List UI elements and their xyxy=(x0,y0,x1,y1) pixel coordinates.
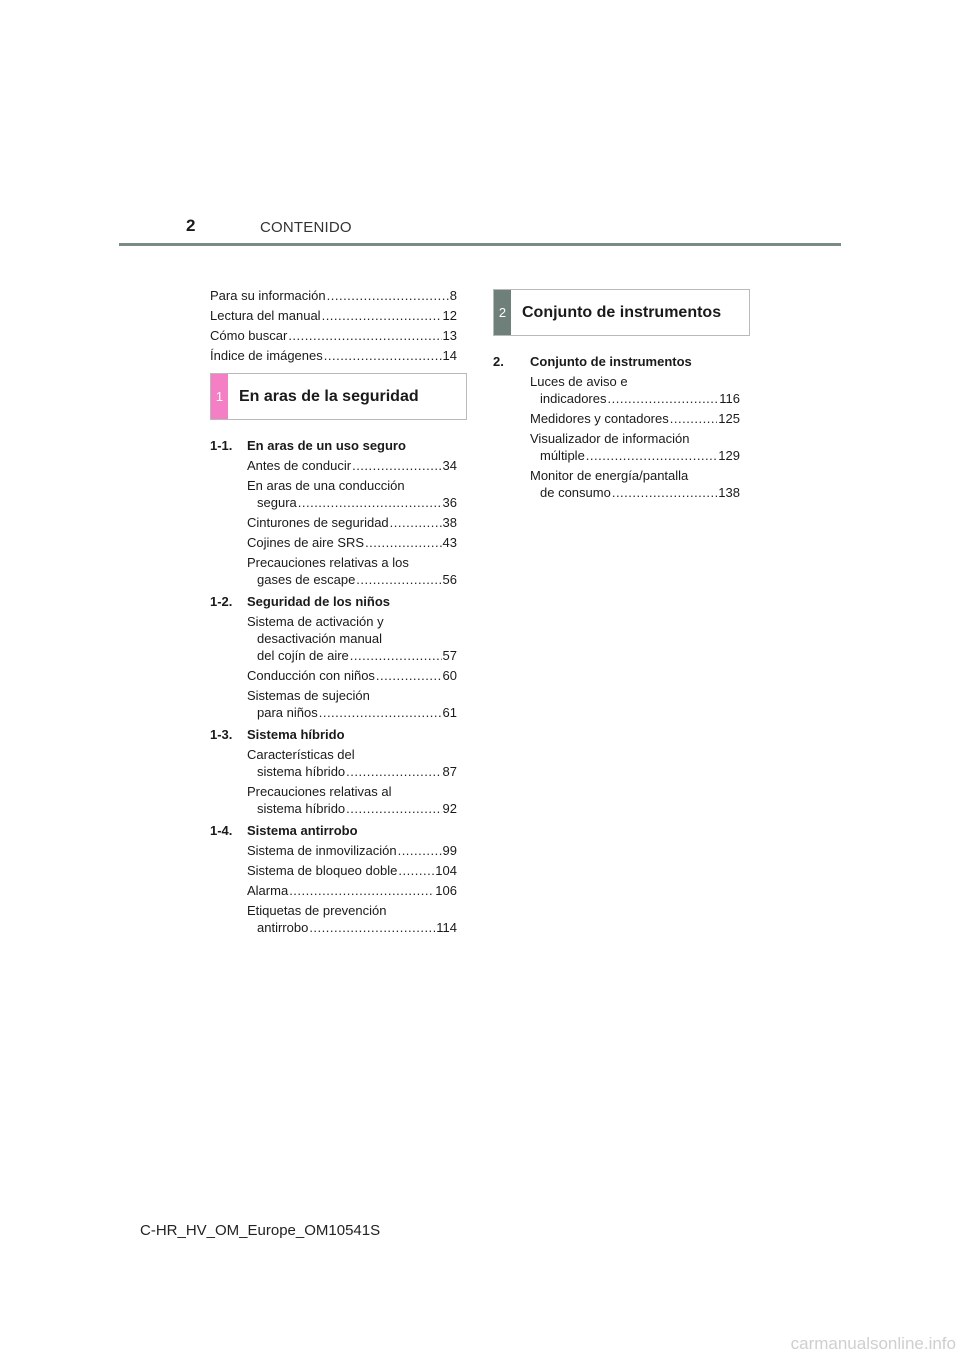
text-line: Conjunto de instrumentos xyxy=(530,354,692,369)
dot-leader xyxy=(346,800,441,817)
section-heading[interactable] xyxy=(210,593,390,610)
text-line xyxy=(247,667,457,684)
page-ref: 36 xyxy=(442,495,457,510)
section-heading[interactable] xyxy=(210,437,406,454)
entry-label: Cojines de aire SRS xyxy=(247,535,365,550)
toc-entry-intro[interactable] xyxy=(210,347,457,364)
entry-label: Conducción con niños xyxy=(247,668,375,683)
entry-label: segura xyxy=(257,495,297,510)
toc-entry[interactable] xyxy=(530,430,740,464)
dot-leader xyxy=(670,410,718,427)
text-line xyxy=(247,800,457,817)
text-line: Sistema antirrobo xyxy=(247,823,358,838)
toc-entry[interactable] xyxy=(530,467,740,501)
dot-leader xyxy=(319,704,442,721)
text-line xyxy=(247,862,457,879)
text-line xyxy=(247,842,457,859)
text-line xyxy=(247,457,457,474)
chapter-title: Conjunto de instrumentos xyxy=(522,303,722,321)
toc-entry[interactable] xyxy=(247,554,457,588)
text-line xyxy=(247,882,457,899)
page-ref: 8 xyxy=(449,288,457,303)
dot-leader xyxy=(376,667,442,684)
dot-leader xyxy=(322,307,442,324)
entry-label: indicadores xyxy=(540,391,607,406)
entry-label: gases de escape xyxy=(257,572,356,587)
page-ref: 129 xyxy=(718,448,740,463)
dot-leader xyxy=(346,763,441,780)
page-ref: 106 xyxy=(435,883,457,898)
dot-leader xyxy=(309,919,435,936)
page-ref: 57 xyxy=(442,648,457,663)
page-ref: 34 xyxy=(442,458,457,473)
toc-entry[interactable] xyxy=(530,373,740,407)
dot-leader xyxy=(608,390,719,407)
entry-label: Alarma xyxy=(247,883,289,898)
page-ref: 56 xyxy=(442,572,457,587)
entry-label: de consumo xyxy=(540,485,611,500)
text-line: Etiquetas de prevención xyxy=(247,903,387,918)
toc-entry[interactable] xyxy=(247,842,457,859)
section-heading[interactable] xyxy=(493,353,692,370)
text-line: desactivación manual xyxy=(257,631,383,646)
page-ref: 12 xyxy=(442,308,457,323)
entry-label: Para su información xyxy=(210,288,326,303)
entry-label: antirrobo xyxy=(257,920,309,935)
dot-leader xyxy=(324,347,442,364)
toc-entry[interactable] xyxy=(247,783,457,817)
page-ref: 38 xyxy=(442,515,457,530)
text-line: Sistema híbrido xyxy=(247,727,345,742)
toc-entry[interactable] xyxy=(247,514,457,531)
toc-entry[interactable] xyxy=(247,477,457,511)
page-ref: 43 xyxy=(442,535,457,550)
page-ref: 114 xyxy=(436,920,457,935)
text-line: Seguridad de los niños xyxy=(247,594,391,609)
toc-entry-intro[interactable] xyxy=(210,327,457,344)
text-line: Monitor de energía/pantalla xyxy=(530,468,689,483)
text-line: Sistemas de sujeción xyxy=(247,688,370,703)
entry-label: Cinturones de seguridad xyxy=(247,515,389,530)
text-line xyxy=(247,763,457,780)
toc-entry[interactable] xyxy=(247,902,457,936)
document-code: C-HR_HV_OM_Europe_OM10541S xyxy=(140,1222,381,1239)
page-number: 2 xyxy=(186,216,196,235)
dot-leader xyxy=(288,327,441,344)
dot-leader xyxy=(298,494,442,511)
text-line xyxy=(530,390,740,407)
text-line xyxy=(247,571,457,588)
section-number: 2. xyxy=(493,354,504,369)
entry-label: Lectura del manual xyxy=(210,308,321,323)
section-number: 1-3. xyxy=(210,727,233,742)
text-line: Luces de aviso e xyxy=(530,374,628,389)
chapter-heading-2[interactable] xyxy=(493,289,750,336)
page-ref: 60 xyxy=(442,668,457,683)
page-ref: 13 xyxy=(442,328,457,343)
text-line xyxy=(247,514,457,531)
text-line: Visualizador de información xyxy=(530,431,690,446)
toc-entry[interactable] xyxy=(247,667,457,684)
chapter-heading-1[interactable] xyxy=(210,373,467,420)
page-ref: 104 xyxy=(435,863,457,878)
page-ref: 14 xyxy=(442,348,457,363)
toc-entry[interactable] xyxy=(247,882,457,899)
text-line xyxy=(247,919,457,936)
section-title: CONTENIDO xyxy=(260,219,352,236)
entry-label: del cojín de aire xyxy=(257,648,349,663)
entry-label: Sistema de bloqueo doble xyxy=(247,863,398,878)
entry-label: sistema híbrido xyxy=(257,801,346,816)
toc-entry[interactable] xyxy=(247,746,457,780)
dot-leader xyxy=(612,484,717,501)
section-number: 1-1. xyxy=(210,438,233,453)
text-line: En aras de una conducción xyxy=(247,478,405,493)
dot-leader xyxy=(365,534,441,551)
chapter-tab: 1 xyxy=(211,374,228,419)
page-ref: 61 xyxy=(442,705,457,720)
page-ref: 116 xyxy=(719,391,740,406)
page-ref: 99 xyxy=(442,843,457,858)
toc-entry[interactable] xyxy=(247,862,457,879)
header-divider xyxy=(119,243,841,246)
toc-entry[interactable] xyxy=(247,687,457,721)
dot-leader xyxy=(350,647,442,664)
toc-entry-intro[interactable] xyxy=(210,307,457,324)
dot-leader xyxy=(352,457,441,474)
entry-label: Índice de imágenes xyxy=(210,348,323,363)
text-line: Sistema de activación y xyxy=(247,614,384,629)
dot-leader xyxy=(356,571,441,588)
page-ref: 138 xyxy=(718,485,740,500)
toc-entry[interactable] xyxy=(247,534,457,551)
text-line: Precauciones relativas a los xyxy=(247,555,409,570)
entry-label: Medidores y contadores xyxy=(530,411,669,426)
page-ref: 87 xyxy=(442,764,457,779)
page-ref: 125 xyxy=(718,411,740,426)
entry-label: Cómo buscar xyxy=(210,328,288,343)
section-heading[interactable] xyxy=(210,726,345,743)
text-line xyxy=(247,494,457,511)
dot-leader xyxy=(586,447,718,464)
dot-leader xyxy=(327,287,449,304)
dot-leader xyxy=(398,842,442,859)
chapter-title: En aras de la seguridad xyxy=(239,387,419,405)
toc-entry[interactable] xyxy=(247,457,457,474)
dot-leader xyxy=(398,862,434,879)
text-line xyxy=(247,534,457,551)
toc-entry-intro[interactable] xyxy=(210,287,457,304)
text-line xyxy=(247,647,457,664)
watermark: carmanualsonline.info xyxy=(790,1334,956,1353)
entry-label: Antes de conducir xyxy=(247,458,352,473)
text-line xyxy=(530,447,740,464)
entry-label: sistema híbrido xyxy=(257,764,346,779)
entry-label: múltiple xyxy=(540,448,585,463)
section-number: 1-2. xyxy=(210,594,233,609)
page-ref: 92 xyxy=(442,801,457,816)
section-heading[interactable] xyxy=(210,822,358,839)
text-line: Características del xyxy=(247,747,355,762)
text-line xyxy=(530,484,740,501)
text-line: Precauciones relativas al xyxy=(247,784,392,799)
toc-entry[interactable] xyxy=(247,613,457,664)
text-line xyxy=(247,704,457,721)
dot-leader xyxy=(390,514,442,531)
section-number: 1-4. xyxy=(210,823,233,838)
toc-entry[interactable] xyxy=(530,410,740,427)
entry-label: Sistema de inmovilización xyxy=(247,843,397,858)
text-line xyxy=(530,410,740,427)
entry-label: para niños xyxy=(257,705,318,720)
dot-leader xyxy=(289,882,434,899)
text-line: En aras de un uso seguro xyxy=(247,438,406,453)
chapter-tab: 2 xyxy=(494,290,511,335)
